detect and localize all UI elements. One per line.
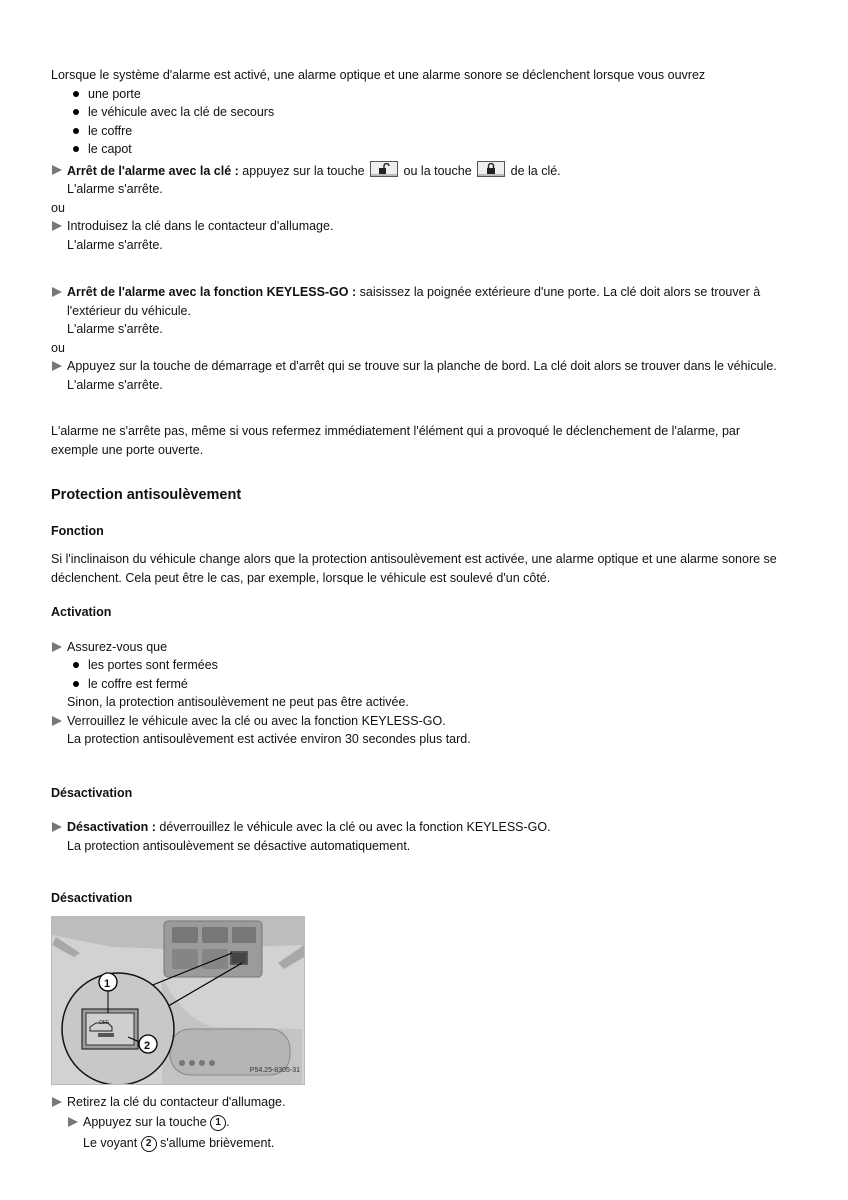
list-item: le véhicule avec la clé de secours <box>51 103 811 122</box>
step-arrow-icon <box>52 1097 62 1107</box>
note-paragraph: L'alarme ne s'arrête pas, même si vous refermez immédiatement l'élément qui a provoqué le déclenchement de l'alarme, par exemple une porte ouverte. <box>51 424 741 457</box>
ignition-step: Introduisez la clé dans le contacteur d'allumage. <box>51 217 811 236</box>
or-text: ou <box>51 200 65 215</box>
step-arrow-icon <box>52 716 62 726</box>
step-result: La protection antisoulèvement est activée environ 30 secondes plus tard. <box>67 732 471 746</box>
step-arrow-icon <box>52 642 62 652</box>
list-item: les portes sont fermées <box>51 656 811 675</box>
intro-list <box>51 85 811 159</box>
list-item: le capot <box>51 140 811 159</box>
activation-step-1: Assurez-vous que <box>51 638 811 657</box>
step-result: La protection antisoulèvement se désactive automatiquement. <box>67 838 411 853</box>
activation-step-2: Verrouillez le véhicule avec la clé ou avec la fonction KEYLESS-GO. <box>51 712 811 731</box>
unlock-key-icon <box>370 161 398 177</box>
step-result: L'alarme s'arrête. <box>67 182 163 196</box>
step-result: L'alarme s'arrête. <box>67 377 163 392</box>
step-arrow-icon <box>52 221 62 231</box>
step-arrow-icon <box>52 165 62 175</box>
fonction-paragraph: Si l'inclinaison du véhicule change alors que la protection antisoulèvement est activée, une alarme optique et une alarme sonore se déclenchent. Cela peut être le cas, par exemple, lorsque le véhicule est soulevé d'un côté. <box>51 552 777 585</box>
section-title: Protection antisoulèvement <box>51 487 242 503</box>
bullet-icon <box>73 146 79 152</box>
list-item: le coffre <box>51 122 811 141</box>
callout-number-icon: 1 <box>210 1115 226 1131</box>
bullet-icon <box>73 91 79 97</box>
press-button-step: Appuyez sur la touche 1 . <box>51 1113 811 1132</box>
keyless-stop-step: Arrêt de l'alarme avec la fonction KEYLESS-GO : saisissez la poignée extérieure d'une porte. La clé doit alors se trouver à l'extérieur du véhicule. <box>51 283 811 320</box>
bullet-icon <box>73 681 79 687</box>
fonction-heading: Fonction <box>51 523 104 538</box>
activation-list <box>51 656 811 693</box>
deactivation-step: Désactivation : déverrouillez le véhicule avec la clé ou avec la fonction KEYLESS-GO. <box>51 818 811 837</box>
step-arrow-icon <box>68 1117 78 1127</box>
step-note: Sinon, la protection antisoulèvement ne peut pas être activée. <box>67 695 409 709</box>
activation-heading: Activation <box>51 605 112 619</box>
step-result: L'alarme s'arrête. <box>67 237 163 252</box>
bullet-icon <box>73 662 79 668</box>
deactivation-heading-2: Désactivation <box>51 891 133 905</box>
document-page <box>51 66 811 1152</box>
step-result: L'alarme s'arrête. <box>67 322 163 336</box>
step-arrow-icon <box>52 287 62 297</box>
figure-caption: P54.25-8305-31 <box>249 1067 300 1074</box>
callout-number-icon: 2 <box>141 1136 157 1152</box>
list-item: le coffre est fermé <box>51 675 811 694</box>
bullet-icon <box>73 128 79 134</box>
figure-label-1: 1 <box>104 977 111 990</box>
or-text: ou <box>51 340 65 355</box>
overhead-control-panel-figure <box>51 916 305 1085</box>
figure-button-text: OFF <box>99 1019 109 1026</box>
overhead-panel-illustration <box>52 917 304 1084</box>
intro-paragraph: Lorsque le système d'alarme est activé, une alarme optique et une alarme sonore se déclenchent lorsque vous ouvrez <box>51 68 706 82</box>
figure-label-2: 2 <box>144 1039 151 1052</box>
deactivation-heading: Désactivation <box>51 785 133 800</box>
key-stop-step: Arrêt de l'alarme avec la clé : appuyez sur la touche ou la touche de la clé. <box>51 161 811 181</box>
remove-key-step: Retirez la clé du contacteur d'allumage. <box>51 1093 811 1112</box>
bullet-icon <box>73 109 79 115</box>
lock-key-icon <box>477 161 505 177</box>
start-button-step: Appuyez sur la touche de démarrage et d'arrêt qui se trouve sur la planche de bord. La clé doit alors se trouver dans le véhicule. <box>51 357 811 376</box>
indicator-result: Le voyant 2 s'allume brièvement. <box>83 1135 275 1150</box>
step-arrow-icon <box>52 822 62 832</box>
list-item: une porte <box>51 85 811 104</box>
step-arrow-icon <box>52 361 62 371</box>
